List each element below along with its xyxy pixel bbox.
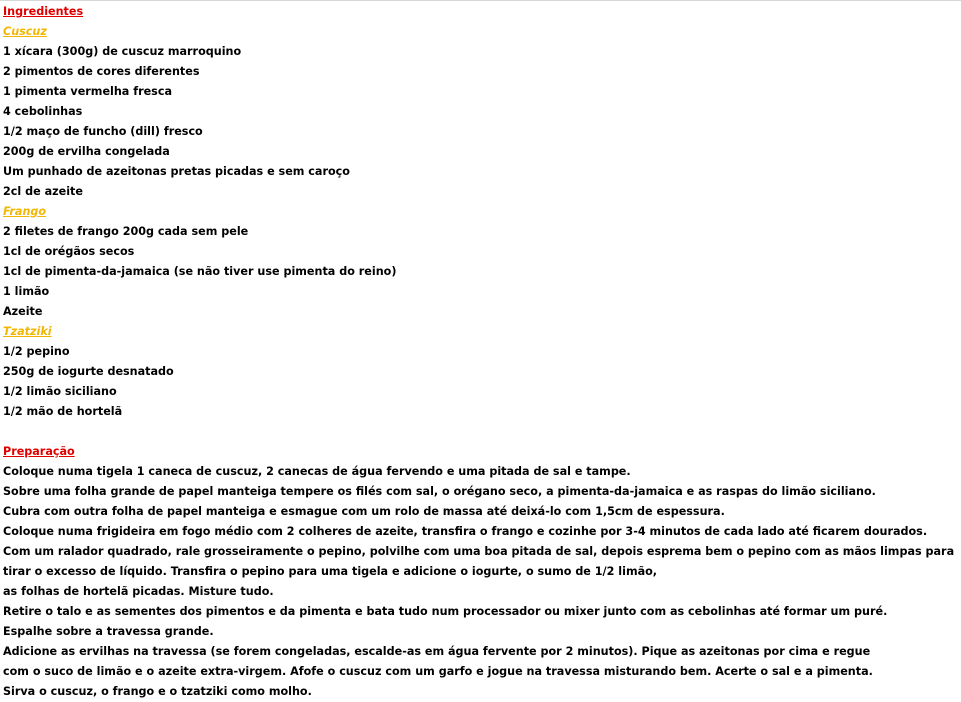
ingredient-item: 1cl de pimenta-da-jamaica (se não tiver use pimenta do reino) — [3, 265, 397, 278]
preparation-heading: Preparação — [3, 445, 75, 458]
preparation-line: as folhas de hortelã picadas. Misture tudo. — [3, 585, 274, 598]
preparation-line: Coloque numa tigela 1 caneca de cuscuz, 2 canecas de água fervendo e uma pitada de sal e tampe. — [3, 465, 631, 478]
ingredient-item: 1/2 maço de funcho (dill) fresco — [3, 125, 203, 138]
ingredient-item: 200g de ervilha congelada — [3, 145, 170, 158]
preparation-line: tirar o excesso de líquido. Transfira o pepino para uma tigela e adicione o iogurte, o sumo de 1/2 limão, — [3, 565, 658, 578]
ingredients-heading: Ingredientes — [3, 5, 84, 18]
ingredient-item: 1/2 mão de hortelã — [3, 405, 123, 418]
preparation-line: Adicione as ervilhas na travessa (se forem congeladas, escalde-as em água fervente por 2 minutos). Pique as azeitonas por cima e regue — [3, 645, 871, 658]
tzatziki-subheading: Tzatziki — [3, 325, 52, 338]
ingredient-item: 1 xícara (300g) de cuscuz marroquino — [3, 45, 242, 58]
ingredient-item: 2 filetes de frango 200g cada sem pele — [3, 225, 249, 238]
preparation-line: Sobre uma folha grande de papel manteiga tempere os filés com sal, o orégano seco, a pimenta-da-jamaica e as raspas do limão siciliano. — [3, 485, 876, 498]
ingredient-item: 1/2 pepino — [3, 345, 70, 358]
ingredient-item: 250g de iogurte desnatado — [3, 365, 174, 378]
ingredient-item: 2cl de azeite — [3, 185, 83, 198]
frango-subheading: Frango — [3, 205, 47, 218]
ingredient-item: 1 pimenta vermelha fresca — [3, 85, 172, 98]
ingredient-item: Um punhado de azeitonas pretas picadas e sem caroço — [3, 165, 350, 178]
ingredient-item: 2 pimentos de cores diferentes — [3, 65, 200, 78]
preparation-line: Sirva o cuscuz, o frango e o tzatziki como molho. — [3, 685, 312, 698]
preparation-line: Coloque numa frigideira em fogo médio com 2 colheres de azeite, transfira o frango e cozinhe por 3-4 minutos de cada lado até ficarem dourados. — [3, 525, 928, 538]
ingredient-item: 1 limão — [3, 285, 50, 298]
ingredient-item: 1cl de orégãos secos — [3, 245, 135, 258]
cuscuz-subheading: Cuscuz — [3, 25, 47, 38]
preparation-line: Espalhe sobre a travessa grande. — [3, 625, 214, 638]
ingredient-item: 1/2 limão siciliano — [3, 385, 117, 398]
ingredient-item: 4 cebolinhas — [3, 105, 83, 118]
preparation-line: Com um ralador quadrado, rale grosseiramente o pepino, polvilhe com uma boa pitada de sal, depois esprema bem o pepino com as mãos limpas para — [3, 545, 955, 558]
preparation-line: Cubra com outra folha de papel manteiga e esmague com um rolo de massa até deixá-lo com 1,5cm de espessura. — [3, 505, 725, 518]
preparation-line: Retire o talo e as sementes dos pimentos e da pimenta e bata tudo num processador ou mixer junto com as cebolinhas até formar um puré. — [3, 605, 888, 618]
preparation-line: com o suco de limão e o azeite extra-virgem. Afofe o cuscuz com um garfo e jogue na travessa misturando bem. Acerte o sal e a pimenta. — [3, 665, 873, 678]
ingredient-item: Azeite — [3, 305, 43, 318]
